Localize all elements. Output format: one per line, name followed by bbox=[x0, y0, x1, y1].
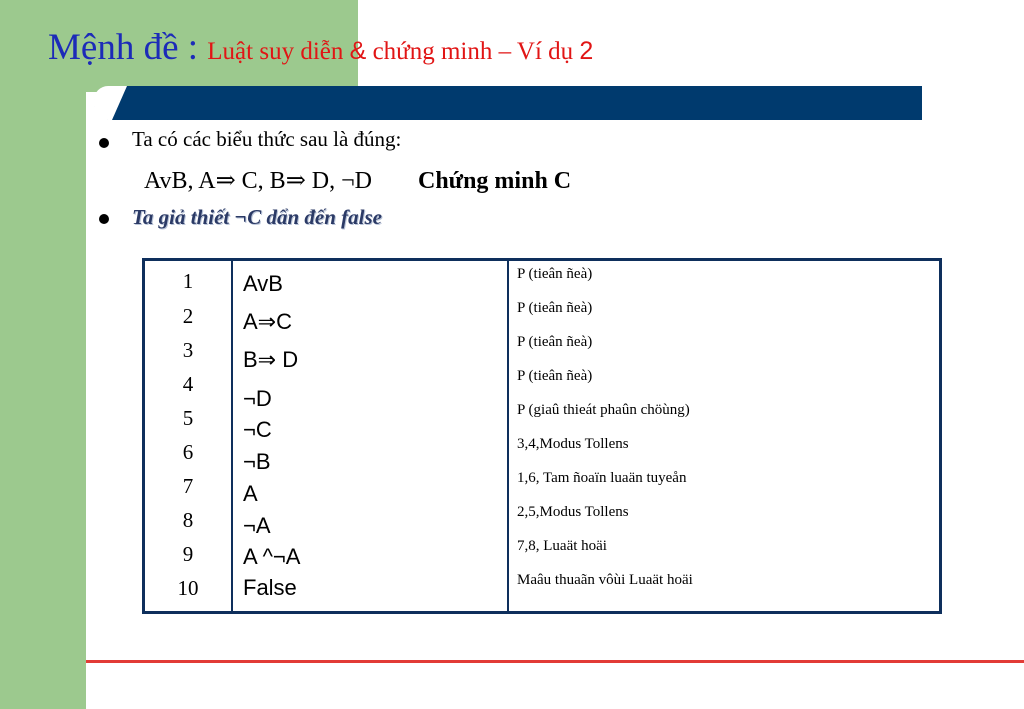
proof-step-column bbox=[145, 261, 233, 611]
proof-expression: ¬B bbox=[243, 449, 271, 474]
proof-expression: False bbox=[243, 575, 297, 600]
proof-expression: A⇒C bbox=[243, 309, 292, 334]
proof-expression: ¬A bbox=[243, 513, 271, 538]
bullet-dot-2 bbox=[99, 214, 109, 224]
proof-step-number: 2 bbox=[182, 304, 194, 328]
proof-expression: A bbox=[243, 481, 258, 506]
proof-expression: ¬C bbox=[243, 417, 272, 442]
proof-step-number: 1 bbox=[182, 269, 194, 293]
proof-expression: ¬D bbox=[243, 386, 272, 411]
bullet-dot-1 bbox=[99, 138, 109, 148]
proof-reason-column bbox=[509, 261, 939, 611]
expression-line bbox=[144, 166, 571, 195]
proof-step-number: 6 bbox=[182, 440, 194, 464]
bullet-text-1: Ta có các biểu thức sau là đúng: bbox=[132, 127, 402, 151]
proof-reason: 3,4,Modus Tollens bbox=[517, 436, 629, 452]
proof-reason: 7,8, Luaät hoäi bbox=[517, 538, 607, 554]
footer-rule bbox=[86, 660, 1024, 663]
proof-reason: 2,5,Modus Tollens bbox=[517, 504, 629, 520]
proof-step-number: 4 bbox=[182, 372, 194, 396]
goal-text: Chứng minh C bbox=[418, 168, 572, 194]
left-decor-band bbox=[0, 0, 86, 709]
bullet-text-2: Ta giả thiết ¬C dẩn đến false bbox=[132, 205, 382, 229]
given-expressions: AvB, A⇒ C, B⇒ D, ¬D bbox=[144, 168, 372, 194]
proof-step-number: 8 bbox=[182, 508, 194, 532]
title-main: Mệnh đề : bbox=[48, 27, 208, 68]
proof-expression: A ^¬A bbox=[243, 544, 301, 569]
proof-reason: Maâu thuaãn vôùi Luaät hoäi bbox=[517, 572, 693, 588]
title-subtitle: Luật suy diễn & chứng minh – Ví dụ 2 bbox=[207, 37, 594, 65]
header-bar-scoop bbox=[94, 86, 154, 120]
proof-reason: P (tieân ñeà) bbox=[517, 300, 593, 316]
header-bar bbox=[94, 86, 922, 120]
proof-table bbox=[142, 258, 942, 614]
proof-step-number: 3 bbox=[182, 338, 194, 362]
proof-reason: P (tieân ñeà) bbox=[517, 368, 593, 384]
proof-reason: P (tieân ñeà) bbox=[517, 266, 593, 282]
proof-expression: AvB bbox=[243, 271, 283, 296]
slide-title bbox=[48, 26, 593, 69]
proof-expression-column bbox=[233, 261, 509, 611]
proof-reason: P (tieân ñeà) bbox=[517, 334, 593, 350]
proof-step-number: 10 bbox=[177, 576, 199, 600]
proof-expression: B⇒ D bbox=[243, 347, 299, 372]
proof-step-number: 5 bbox=[182, 406, 194, 430]
proof-step-number: 9 bbox=[182, 542, 194, 566]
proof-reason: 1,6, Tam ñoaïn luaän tuyeån bbox=[517, 470, 687, 486]
proof-step-number: 7 bbox=[182, 474, 194, 498]
proof-reason: P (giaû thieát phaûn chöùng) bbox=[517, 402, 690, 418]
